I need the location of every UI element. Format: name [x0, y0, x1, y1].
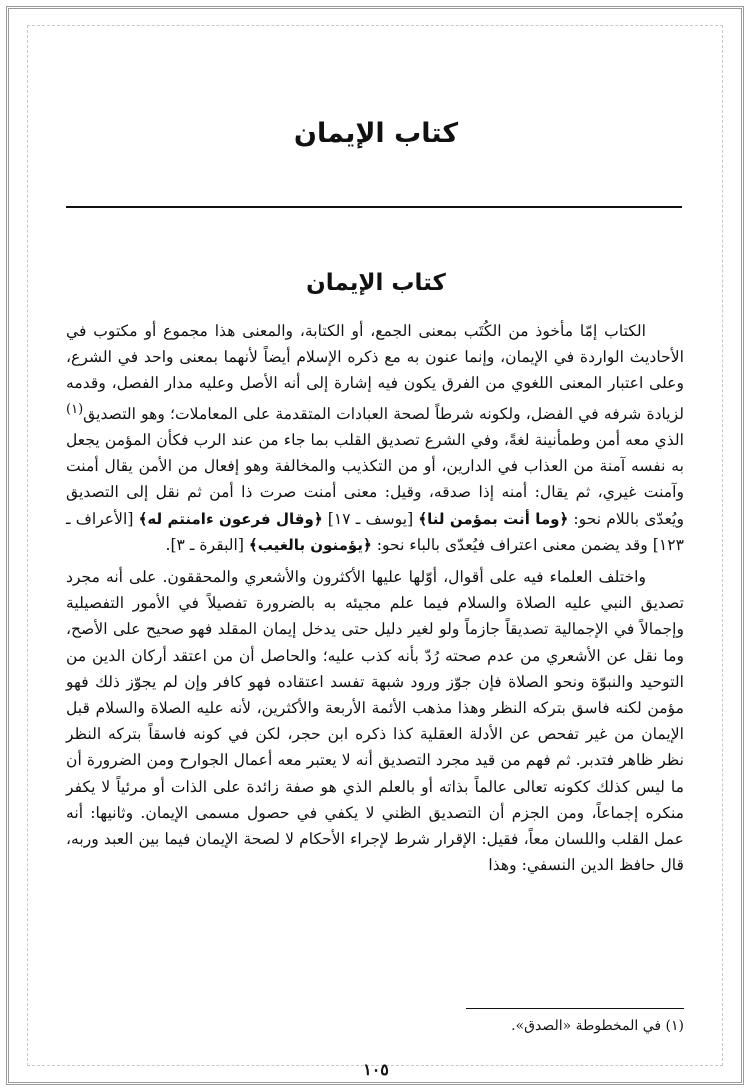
quran-quote-1: ﴿وما أنت بمؤمن لنا﴾	[418, 509, 569, 528]
paragraph-1-text-d: [الأعراف ـ ١٢٣] وقد يضمن معنى اعتراف فيُعدّى بالباء نحو:	[66, 509, 684, 554]
chapter-title: كتاب الإيمان	[293, 118, 459, 149]
paragraph-1-text-a: الكتاب إمّا مأخوذ من الكُتَب بمعنى الجمع، أو الكتابة، والمعنى هذا مجموع أو مكتوب في الأحاديث الواردة في الإيمان، وإنما عنون به مع ذكره الإسلام أيضاً لأنهما بمعنى واحد في الشرع، وعلى اعتبار المعنى اللغوي من الفرق يكون فيه إشارة إلى أنه الأصل وعليه مدار الفصل، وقدمه لزيادة شرفه في الفضل، ولكونه شرطاً لصحة العبادات المتقدمة على المعاملات؛ وهو التصديق	[66, 322, 684, 423]
quran-quote-2: ﴿وقال فرعون ءامنتم له﴾	[138, 509, 323, 528]
section-title: كتاب الإيمان	[306, 270, 446, 296]
paragraph-1	[66, 318, 684, 558]
footnote-reference: (١)	[66, 401, 84, 417]
title-rule	[66, 206, 682, 208]
document-page	[60, 0, 692, 1091]
footnote: (١) في المخطوطة «الصدق».	[511, 1018, 684, 1034]
paragraph-2: واختلف العلماء فيه على أقوال، أوّلها عليها الأكثرون والأشعري والمحققون. على أنه مجرد تصديق النبي عليه الصلاة والسلام فيما علم مجيئه به بالضرورة تفصيلاً في الأمور التفصيلية وإجمالاً في الإجمالية تصديقاً جازماً ولو لغير دليل حتى يدخل إيمان المقلد فهو صحيح على الأصح، وما نقل عن الأشعري من عدم صحته رُدّ بأنه كذب عليه؛ والحاصل أن من اعتقد أركان الدين من التوحيد والنبوّة ونحو الصلاة فإن جوّز ورود شبهة تفسد اعتقاده فهو كافر وإن لم يجوّز ذلك فهو مؤمن لكنه فاسق بتركه النظر وهذا مذهب الأئمة الأربعة والأكثرين، لأنه عليه الصلاة والسلام قبل الإيمان من غير تفحص عن الأدلة العقلية كذا ذكره ابن حجر، لكن في كونه فاسقاً بتركه النظر نظر ظاهر فتدبر. ثم فهم من قيد مجرد التصديق أنه لا يعتبر معه أعمال الجوارح ومن الضرورة أن ما ليس كذلك ككونه تعالى عالماً بذاته أو بالعلم الذي هو صفة زائدة على الذات أو مرئياً لا يكفر منكره إجماعاً، ومن الجزم أن التصديق الظني لا يكفي في حصول مسمى الإيمان. وثانيها: أنه عمل القلب واللسان معاً، فقيل: الإقرار شرط لإجراء الأحكام لا لصحة الإيمان فيما بين العبد وربه، قال حافظ الدين النسفي: وهذا	[66, 568, 684, 875]
paragraph-1-text-e: [البقرة ـ ٣].	[165, 535, 249, 554]
quran-quote-3: ﴿يؤمنون بالغيب﴾	[248, 535, 372, 554]
paragraph-1-text-b: الذي معه أمن وطمأنينة لغةً، وفي الشرع تصديق القلب بما جاء من عند الرب فكأن المؤمن يجعل به نفسه آمنة من العذاب في الدارين، أو من التكذيب والمخالفة وهو إفعال من الأمن يقال أمنت وآمنت غيري، ثم يقال: أمنه إذا صدقه، وقيل: معنى أمنت صرت ذا أمن ثم نقل إلى التصديق ويُعدّى باللام نحو:	[66, 431, 685, 528]
body-text	[66, 318, 684, 878]
footnote-rule	[466, 1008, 684, 1009]
page-number: ١٠٥	[363, 1060, 389, 1079]
paragraph-1-text-c: [يوسف ـ ١٧]	[322, 509, 419, 528]
